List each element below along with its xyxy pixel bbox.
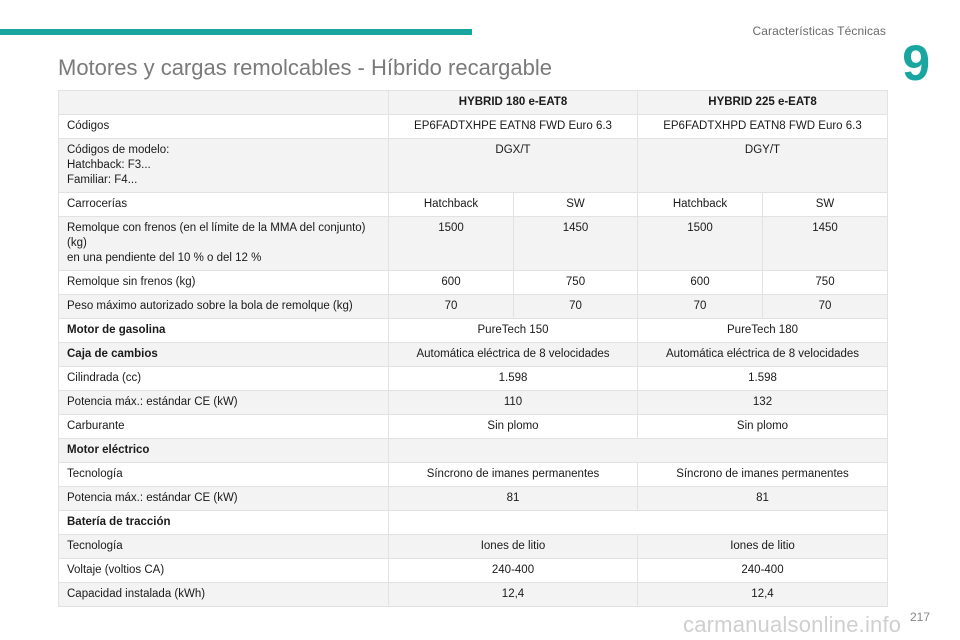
- page-title: Motores y cargas remolcables - Híbrido recargable: [58, 55, 552, 80]
- table-row: [59, 535, 888, 559]
- cell-value: Sin plomo: [638, 415, 888, 439]
- cell-value: 1450: [763, 217, 888, 271]
- table-row: [59, 559, 888, 583]
- table-row: [59, 139, 888, 193]
- watermark: carmanualsonline.info: [683, 612, 902, 637]
- empty-cell: [389, 511, 888, 535]
- row-label: Tecnología: [59, 463, 389, 487]
- table-row: [59, 193, 888, 217]
- cell-value: DGY/T: [638, 139, 888, 193]
- table-row: [59, 391, 888, 415]
- specifications-table: [58, 90, 888, 607]
- row-label: Capacidad instalada (kWh): [59, 583, 389, 607]
- cell-value: 81: [389, 487, 638, 511]
- row-label: Voltaje (voltios CA): [59, 559, 389, 583]
- header-empty-cell: [59, 91, 389, 115]
- row-label: Motor eléctrico: [59, 439, 389, 463]
- cell-value: 600: [389, 271, 514, 295]
- row-label: Códigos: [59, 115, 389, 139]
- section-title: Características Técnicas: [752, 24, 886, 38]
- table-header-row: [59, 91, 888, 115]
- table-row: [59, 319, 888, 343]
- table-row: [59, 583, 888, 607]
- cell-value: 81: [638, 487, 888, 511]
- row-label: Carburante: [59, 415, 389, 439]
- table-row: [59, 439, 888, 463]
- table-row: [59, 115, 888, 139]
- row-label-line: Códigos de modelo:: [67, 144, 170, 156]
- table-row: [59, 367, 888, 391]
- row-label: Cilindrada (cc): [59, 367, 389, 391]
- cell-value: PureTech 180: [638, 319, 888, 343]
- column-header: HYBRID 225 e-EAT8: [638, 91, 888, 115]
- cell-value: PureTech 150: [389, 319, 638, 343]
- cell-value: Automática eléctrica de 8 velocidades: [638, 343, 888, 367]
- cell-value: 12,4: [638, 583, 888, 607]
- cell-value: Automática eléctrica de 8 velocidades: [389, 343, 638, 367]
- cell-value: 70: [514, 295, 638, 319]
- cell-value: Sin plomo: [389, 415, 638, 439]
- cell-value: 240-400: [638, 559, 888, 583]
- cell-value: Hatchback: [638, 193, 763, 217]
- table-row: [59, 217, 888, 271]
- cell-value: 12,4: [389, 583, 638, 607]
- cell-value: 70: [389, 295, 514, 319]
- row-label-line: Familiar: F4...: [67, 174, 138, 186]
- row-label-line: Remolque con frenos (en el límite de la MMA del conjunto) (kg): [67, 222, 366, 249]
- table-row: [59, 415, 888, 439]
- table-row: [59, 463, 888, 487]
- cell-value: SW: [763, 193, 888, 217]
- cell-value: EP6FADTXHPD EATN8 FWD Euro 6.3: [638, 115, 888, 139]
- row-label: Caja de cambios: [59, 343, 389, 367]
- row-label: Tecnología: [59, 535, 389, 559]
- cell-value: 1500: [638, 217, 763, 271]
- row-label: Potencia máx.: estándar CE (kW): [59, 391, 389, 415]
- cell-value: 600: [638, 271, 763, 295]
- cell-value: Hatchback: [389, 193, 514, 217]
- cell-value: 132: [638, 391, 888, 415]
- cell-value: 750: [763, 271, 888, 295]
- page-number: 217: [909, 610, 930, 624]
- table-row: [59, 271, 888, 295]
- table-row: [59, 343, 888, 367]
- column-header: HYBRID 180 e-EAT8: [389, 91, 638, 115]
- cell-value: 1.598: [638, 367, 888, 391]
- row-label-line: en una pendiente del 10 % o del 12 %: [67, 252, 262, 264]
- cell-value: Iones de litio: [389, 535, 638, 559]
- chapter-number: 9: [902, 35, 930, 91]
- row-label: Peso máximo autorizado sobre la bola de remolque (kg): [59, 295, 389, 319]
- row-label: [59, 139, 389, 193]
- cell-value: Síncrono de imanes permanentes: [638, 463, 888, 487]
- row-label: Carrocerías: [59, 193, 389, 217]
- cell-value: 750: [514, 271, 638, 295]
- empty-cell: [389, 439, 888, 463]
- cell-value: SW: [514, 193, 638, 217]
- cell-value: EP6FADTXHPE EATN8 FWD Euro 6.3: [389, 115, 638, 139]
- table-row: [59, 295, 888, 319]
- cell-value: DGX/T: [389, 139, 638, 193]
- row-label: Motor de gasolina: [59, 319, 389, 343]
- table-row: [59, 511, 888, 535]
- cell-value: 240-400: [389, 559, 638, 583]
- row-label: Remolque sin frenos (kg): [59, 271, 389, 295]
- cell-value: 1450: [514, 217, 638, 271]
- header-accent-bar: [0, 29, 472, 35]
- row-label: Batería de tracción: [59, 511, 389, 535]
- cell-value: 70: [763, 295, 888, 319]
- row-label-line: Hatchback: F3...: [67, 159, 151, 171]
- row-label: [59, 217, 389, 271]
- cell-value: 110: [389, 391, 638, 415]
- cell-value: Iones de litio: [638, 535, 888, 559]
- table-row: [59, 487, 888, 511]
- row-label: Potencia máx.: estándar CE (kW): [59, 487, 389, 511]
- cell-value: 1500: [389, 217, 514, 271]
- cell-value: Síncrono de imanes permanentes: [389, 463, 638, 487]
- cell-value: 70: [638, 295, 763, 319]
- cell-value: 1.598: [389, 367, 638, 391]
